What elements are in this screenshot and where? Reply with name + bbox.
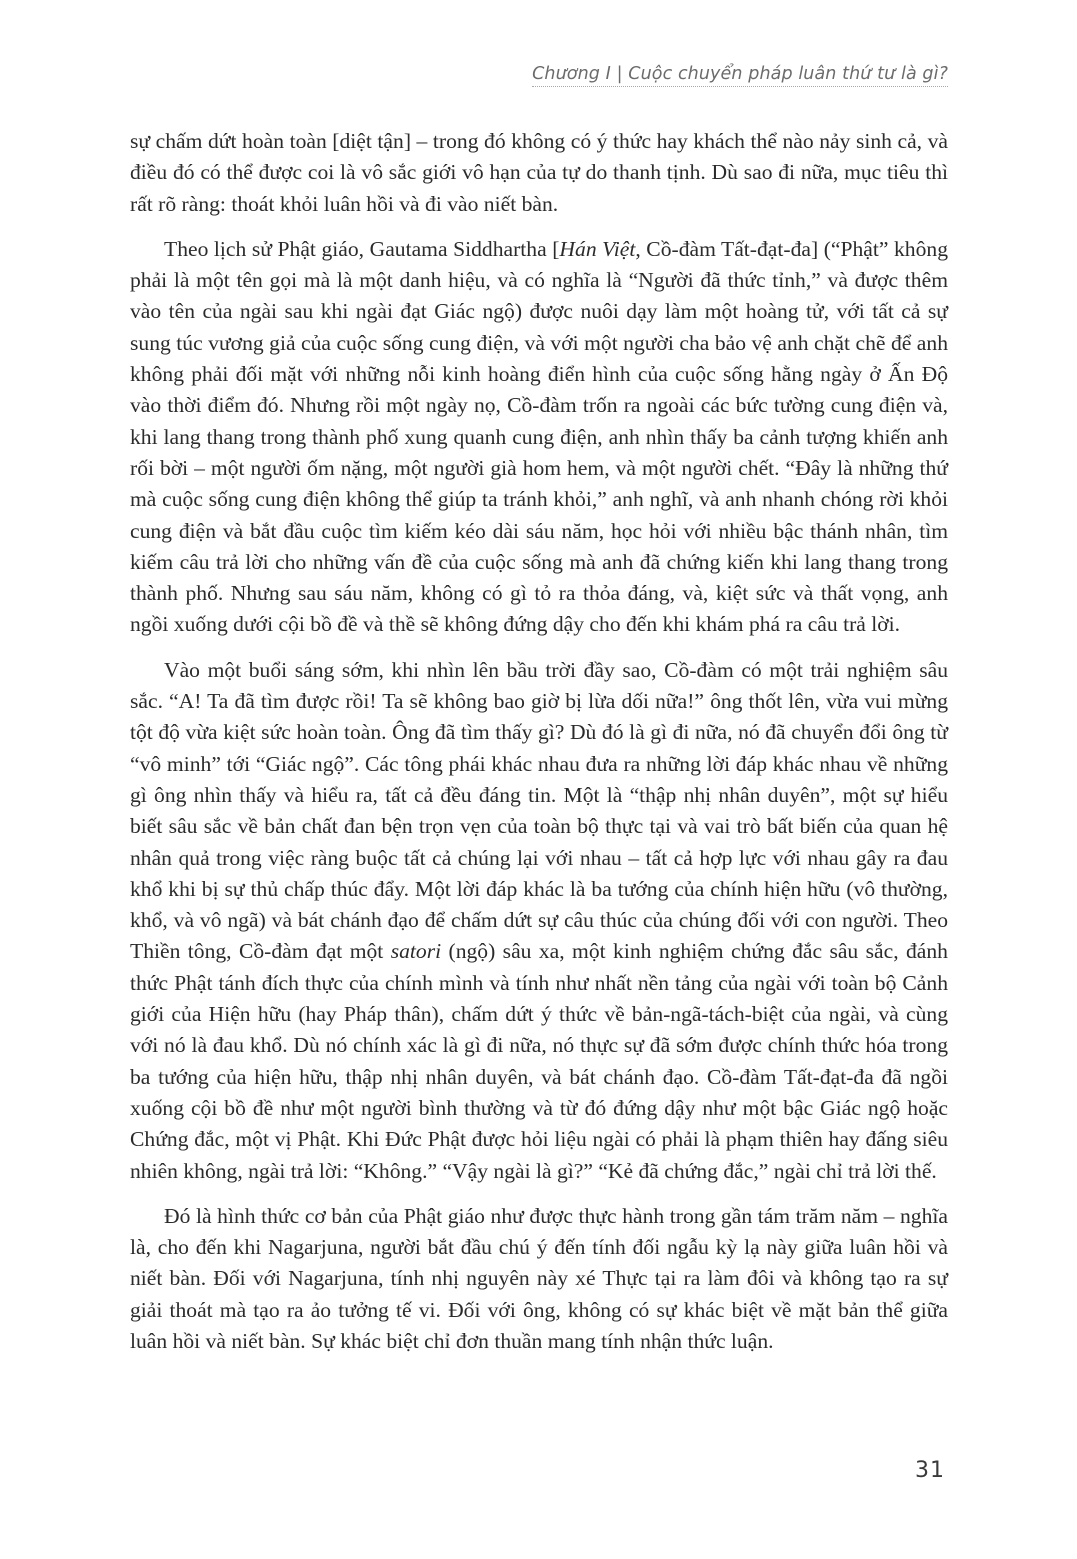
running-header-chapter-title: Chương I | Cuộc chuyển pháp luân thứ tư là gì? <box>532 64 948 87</box>
paragraph-2-italic-term: Hán Việt <box>559 236 636 261</box>
body-text <box>130 126 948 1371</box>
paragraph-1: sự chấm dứt hoàn toàn [diệt tận] – trong đó không có ý thức hay khách thể nào nảy sinh cả, và điều đó có thể được coi là vô sắc giới vô hạn của tự do thanh tịnh. Dù sao đi nữa, mục tiêu thì rất rõ ràng: thoát khỏi luân hồi và đi vào niết bàn. <box>130 129 948 216</box>
paragraph-2-text-a: Theo lịch sử Phật giáo, Gautama Siddhartha [ <box>164 236 560 261</box>
paragraph-2-text-b: , Cồ-đàm Tất-đạt-đa] (“Phật” không phải là một tên gọi mà là một danh hiệu, và có nghĩa là “Người đã thức tỉnh,” và được thêm vào tên của ngài sau khi ngài đạt Giác ngộ) được nuôi dạy làm một hoàng tử, với tất cả sự sung túc vương giả của cuộc sống cung điện, và với một người cha bảo vệ anh chặt chẽ để anh không phải đối mặt với những nỗi kinh hoàng điển hình của cuộc sống hằng ngày ở Ấn Độ vào thời điểm đó. Nhưng rồi một ngày nọ, Cồ-đàm trốn ra ngoài các bức tường cung điện và, khi lang thang trong thành phố xung quanh cung điện, anh nhìn thấy ba cảnh tượng khiến anh rối bời – một người ốm nặng, một người già hom hem, và một người chết. “Đây là những thứ mà cuộc sống cung điện không thể giúp ta tránh khỏi,” anh nghĩ, và anh nhanh chóng rời khỏi cung điện và bắt đầu cuộc tìm kiếm kéo dài sáu năm, học hỏi với nhiều bậc thánh nhân, tìm kiếm câu trả lời cho những vấn đề của cuộc sống mà anh đã chứng kiến khi lang thang trong thành phố. Nhưng sau sáu năm, không có gì tỏ ra thỏa đáng, và, kiệt sức và thất vọng, anh ngồi xuống dưới cội bồ đề và thề sẽ không đứng dậy cho đến khi khám phá ra câu trả lời. <box>130 236 948 637</box>
paragraph-3-text-a: Vào một buổi sáng sớm, khi nhìn lên bầu trời đầy sao, Cồ-đàm có một trải nghiệm sâu sắc. “A! Ta đã tìm được rồi! Ta sẽ không bao giờ bị lừa dối nữa!” ông thốt lên, vừa vui mừng tột độ vừa kiệt sức hoàn toàn. Ông đã tìm thấy gì? Dù đó là gì đi nữa, nó đã chuyển đổi ông từ “vô minh” tới “Giác ngộ”. Các tông phái khác nhau đưa ra những lời đáp khác nhau về những gì ông nhìn thấy và hiểu ra, tất cả đều đáng tin. Một là “thập nhị nhân duyên”, một sự hiểu biết sâu sắc về bản chất đan bện trọn vẹn của toàn bộ thực tại và vai trò bất biến của quan hệ nhân quả trong việc ràng buộc tất cả chúng lại với nhau – tất cả hợp lực với nhau gây ra đau khổ khi bị sự thủ chấp thúc đẩy. Một lời đáp khác là ba tướng của chính hiện hữu (vô thường, khổ, và vô ngã) và bát chánh đạo để chấm dứt sự câu thúc của chúng đối với con người. Theo Thiền tông, Cồ-đàm đạt một <box>130 657 948 964</box>
paragraph-3-text-b: (ngộ) sâu xa, một kinh nghiệm chứng đắc sâu sắc, đánh thức Phật tánh đích thực của chính mình và tính như nhất nền tảng của ngài với toàn bộ Cảnh giới của Hiện hữu (hay Pháp thân), chấm dứt ý thức về bản-ngã-tách-biệt của ngài, và cùng với nó là đau khổ. Dù nó chính xác là gì đi nữa, nó thực sự đã sớm được chính thức hóa trong ba tướng của hiện hữu, thập nhị nhân duyên, và bát chánh đạo. Cồ-đàm Tất-đạt-đa đã ngồi xuống cội bồ đề như một người bình thường và từ đó đứng dậy như một bậc Giác ngộ hoặc Chứng đắc, một vị Phật. Khi Đức Phật được hỏi liệu ngài có phải là phạm thiên hay đấng siêu nhiên không, ngài trả lời: “Không.” “Vậy ngài là gì?” “Kẻ đã chứng đắc,” ngài chỉ trả lời thế. <box>130 939 948 1183</box>
paragraph-4: Đó là hình thức cơ bản của Phật giáo như được thực hành trong gần tám trăm năm – nghĩa là, cho đến khi Nagarjuna, người bắt đầu chú ý đến tính đối ngẫu kỳ lạ này giữa luân hồi và niết bàn. Đối với Nagarjuna, tính nhị nguyên này xé Thực tại ra làm đôi và không tạo ra sự giải thoát mà tạo ra ảo tưởng tế vi. Đối với ông, không có sự khác biệt về mặt bản thể giữa luân hồi và niết bàn. Sự khác biệt chỉ đơn thuần mang tính nhận thức luận. <box>130 1203 948 1353</box>
paragraph-3-italic-term: satori <box>390 939 442 964</box>
paragraph-3 <box>130 655 948 1187</box>
page-number: 31 <box>915 1458 945 1483</box>
paragraph-2 <box>130 234 948 641</box>
